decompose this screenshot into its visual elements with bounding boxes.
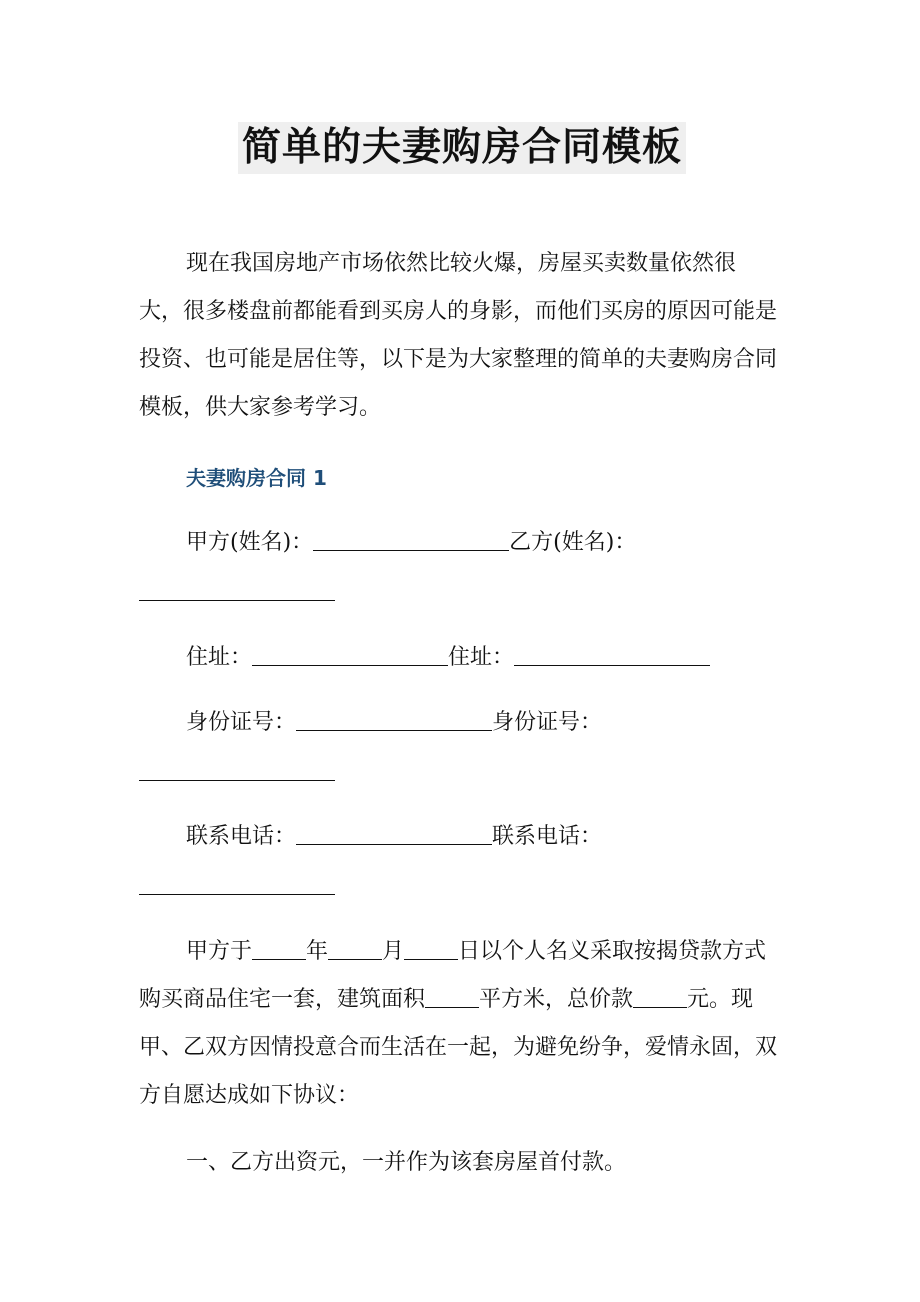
- id-a-label: 身份证号：: [186, 710, 297, 735]
- year-blank[interactable]: [252, 937, 306, 960]
- area-blank[interactable]: [425, 985, 479, 1008]
- party-b-name-line: [139, 578, 335, 608]
- day-blank[interactable]: [404, 937, 458, 960]
- phone-b-blank[interactable]: [139, 872, 335, 895]
- phone-a-blank[interactable]: [296, 822, 492, 845]
- section-heading: 夫妻购房合同 1: [186, 466, 327, 490]
- address-line: [186, 643, 710, 673]
- month-blank[interactable]: [328, 937, 382, 960]
- party-b-name-blank[interactable]: [139, 578, 335, 601]
- address-b-blank[interactable]: [514, 643, 710, 666]
- phone-line: [186, 822, 602, 852]
- address-b-label: 住址：: [448, 645, 515, 670]
- id-a-blank[interactable]: [296, 708, 492, 731]
- phone-a-label: 联系电话：: [186, 824, 297, 849]
- address-a-label: 住址：: [186, 645, 253, 670]
- price-unit: 元。现甲、乙双方因情投意合而生活在一起，为避免纷争，爱情永固，双方自愿达成如下协议：: [139, 987, 778, 1108]
- month-label: 月: [382, 939, 405, 964]
- clause-1: 一、乙方出资元，一并作为该套房屋首付款。: [186, 1150, 627, 1175]
- id-b-blank[interactable]: [139, 758, 335, 781]
- address-a-blank[interactable]: [252, 643, 448, 666]
- day-clause: 日以个人名义采取按揭贷款方式购买商品住宅一套，建筑面积: [139, 939, 767, 1012]
- party-a-name-label: 甲方(姓名)：: [186, 530, 314, 555]
- document-title: 简单的夫妻购房合同模板: [238, 122, 686, 174]
- purchase-prefix: 甲方于: [186, 939, 253, 964]
- party-b-name-label: 乙方(姓名)：: [509, 530, 637, 555]
- id-b-label: 身份证号：: [492, 710, 603, 735]
- area-unit: 平方米，总价款: [479, 987, 634, 1012]
- party-a-name-blank[interactable]: [313, 528, 509, 551]
- phone-b-line: [139, 872, 335, 902]
- purchase-paragraph: [139, 928, 779, 1120]
- phone-b-label: 联系电话：: [492, 824, 603, 849]
- year-label: 年: [306, 939, 329, 964]
- party-names-line: [186, 528, 636, 558]
- id-number-line: [186, 708, 602, 738]
- price-blank[interactable]: [633, 985, 687, 1008]
- intro-paragraph: 现在我国房地产市场依然比较火爆，房屋买卖数量依然很大，很多楼盘前都能看到买房人的身影，而他们买房的原因可能是投资、也可能是居住等，以下是为大家整理的简单的夫妻购房合同模板，供大家参考学习。: [139, 251, 778, 420]
- id-b-line: [139, 758, 335, 788]
